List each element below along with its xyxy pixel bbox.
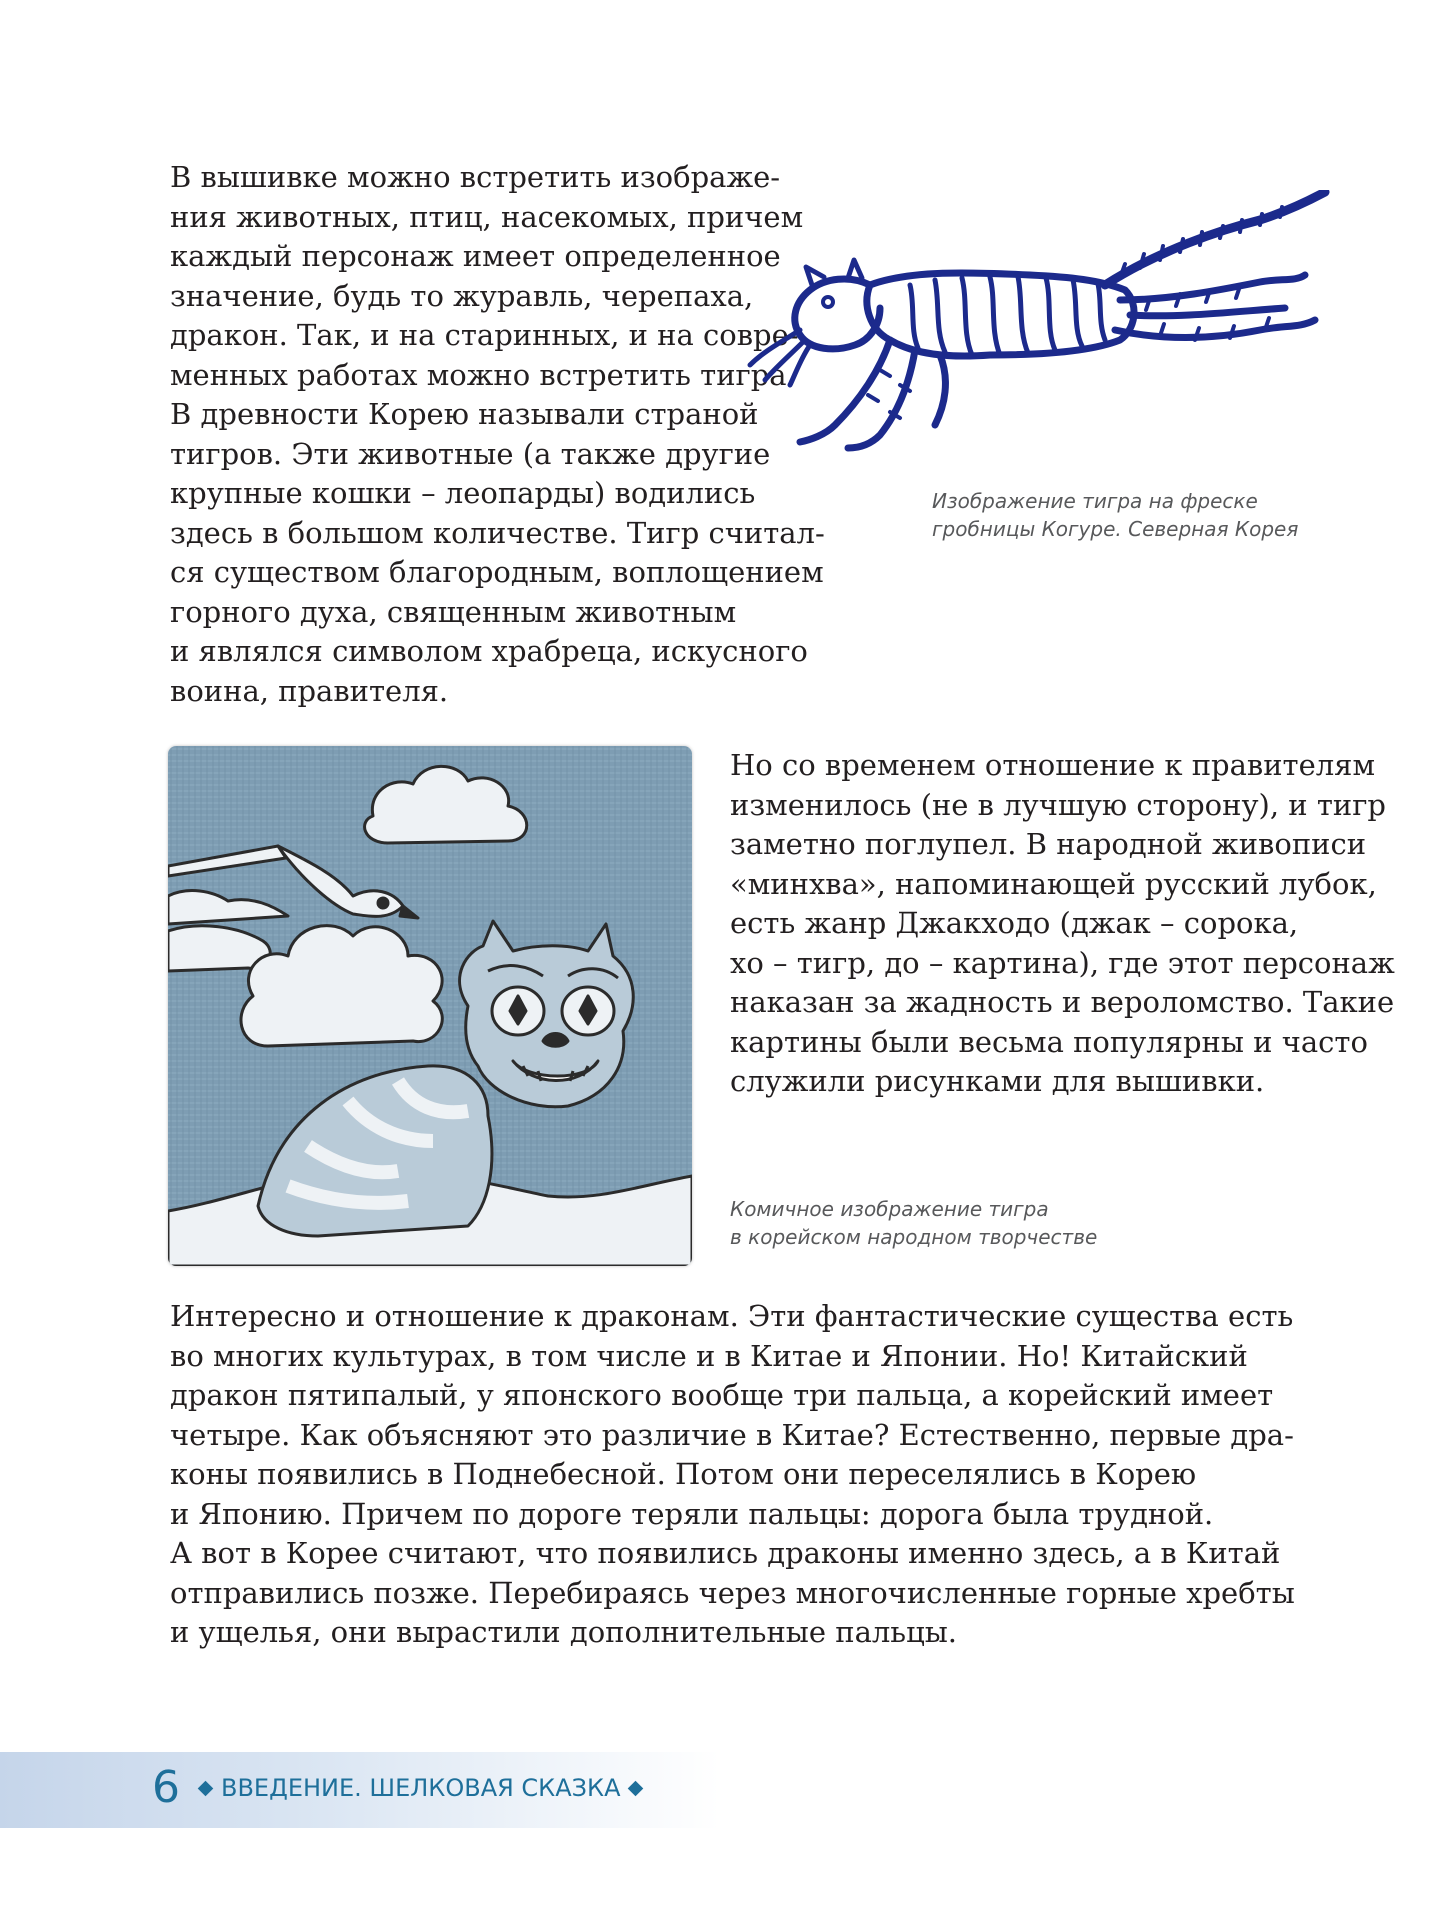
text-line: четыре. Как объясняют это различие в Китае? Естественно, первые дра- bbox=[170, 1417, 1294, 1452]
caption-line: гробницы Когуре. Северная Корея bbox=[932, 517, 1299, 541]
caption-line: в корейском народном творчестве bbox=[730, 1225, 1098, 1249]
text-line: Интересно и отношение к драконам. Эти фантастические существа есть bbox=[170, 1299, 1294, 1333]
text-line: коны появились в Поднебесной. Потом они переселялись в Корею bbox=[170, 1457, 1197, 1491]
comic-tiger-picture bbox=[168, 746, 692, 1266]
tiger-hind-legs bbox=[1115, 275, 1315, 338]
text-line: ния животных, птиц, насекомых, причем bbox=[170, 199, 804, 234]
text-line: отправились позже. Перебираясь через многочисленные горные хребты bbox=[170, 1575, 1295, 1610]
text-line: ся существом благородным, воплощением bbox=[170, 555, 824, 589]
caption-line: Изображение тигра на фреске bbox=[932, 489, 1258, 513]
text-line: хо – тигр, до – картина), где этот персонаж bbox=[730, 945, 1395, 980]
text-line: В древности Корею называли страной bbox=[170, 397, 759, 431]
text-line: Но со временем отношение к правителям bbox=[730, 748, 1376, 782]
text-line: служили рисунками для вышивки. bbox=[730, 1064, 1265, 1098]
text-line: крупные кошки – леопарды) водились bbox=[170, 476, 756, 510]
text-line: «минхва», напоминающей русский лубок, bbox=[730, 866, 1377, 901]
text-line: наказан за жадность и вероломство. Такие bbox=[730, 985, 1395, 1019]
caption-tiger-fresco bbox=[932, 487, 1298, 543]
text-line: и являлся символом храбреца, искусного bbox=[170, 634, 808, 668]
paragraph-folk-tiger bbox=[730, 746, 1395, 1102]
text-line: здесь в большом количестве. Тигр считал- bbox=[170, 515, 825, 550]
text-line: есть жанр Джакходо (джак – сорока, bbox=[730, 906, 1299, 940]
text-line: изменилось (не в лучшую сторону), и тигр bbox=[730, 787, 1386, 822]
text-line: дракон пятипалый, у японского вообще три пальца, а корейский имеет bbox=[170, 1378, 1274, 1412]
tiger-fresco-illustration bbox=[740, 190, 1340, 490]
text-line: горного духа, священным животным bbox=[170, 594, 737, 629]
text-line: заметно поглупел. В народной живописи bbox=[730, 827, 1367, 861]
running-footer bbox=[200, 1748, 641, 1828]
section-title: ВВЕДЕНИЕ. ШЕЛКОВАЯ СКАЗКА bbox=[221, 1774, 621, 1802]
text-line: и ущелья, они вырастили дополнительные пальцы. bbox=[170, 1615, 958, 1649]
text-line: воина, правителя. bbox=[170, 673, 449, 708]
text-line: менных работах можно встретить тигра. bbox=[170, 357, 796, 392]
text-line: и Японию. Причем по дороге теряли пальцы: дорога была трудной. bbox=[170, 1496, 1214, 1531]
caption-comic-tiger bbox=[730, 1195, 1097, 1251]
tiger-front-legs bbox=[800, 340, 945, 448]
text-line: тигров. Эти животные (а также другие bbox=[170, 436, 771, 471]
text-line: во многих культурах, в том числе и в Китае и Японии. Но! Китайский bbox=[170, 1338, 1248, 1373]
tiger-tail bbox=[1105, 192, 1325, 285]
diamond-icon bbox=[628, 1780, 644, 1796]
text-line: каждый персонаж имеет определенное bbox=[170, 239, 781, 273]
paragraph-dragons bbox=[170, 1297, 1295, 1653]
page-number: 6 bbox=[152, 1762, 180, 1813]
tiger-body bbox=[867, 273, 1134, 356]
paragraph-intro bbox=[170, 158, 825, 711]
text-line: А вот в Корее считают, что появились драконы именно здесь, а в Китай bbox=[170, 1536, 1281, 1570]
text-line: В вышивке можно встретить изображе- bbox=[170, 160, 781, 194]
text-line: дракон. Так, и на старинных, и на совре- bbox=[170, 318, 799, 352]
text-line: значение, будь то журавль, черепаха, bbox=[170, 278, 754, 313]
diamond-icon bbox=[198, 1780, 214, 1796]
caption-line: Комичное изображение тигра bbox=[730, 1197, 1049, 1221]
text-line: картины были весьма популярны и часто bbox=[730, 1024, 1368, 1059]
